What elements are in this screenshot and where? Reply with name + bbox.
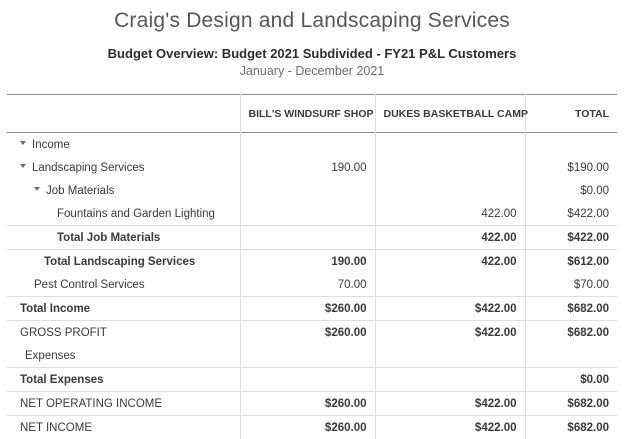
cell-total[interactable]: $682.00 (525, 321, 617, 345)
row-label: Total Landscaping Services (15, 256, 195, 268)
caret-down-icon[interactable] (34, 187, 40, 191)
cell-dukes[interactable] (375, 368, 525, 392)
cell-bills[interactable]: 70.00 (240, 273, 375, 297)
report-period: January - December 2021 (0, 64, 624, 78)
cell-total[interactable]: $612.00 (525, 250, 617, 274)
cell-bills[interactable]: $260.00 (240, 321, 375, 345)
cell-bills[interactable] (240, 226, 375, 250)
cell-total[interactable]: $422.00 (525, 202, 617, 226)
cell-total[interactable]: $682.00 (525, 392, 617, 416)
cell-dukes[interactable]: $422.00 (375, 321, 525, 345)
report-table (7, 94, 617, 439)
row-net-income (7, 416, 617, 439)
cell-total[interactable]: $190.00 (525, 156, 617, 179)
row-label[interactable]: Income (32, 139, 70, 151)
row-fountains-garden-lighting (7, 202, 617, 226)
row-label: Total Expenses (15, 374, 104, 386)
row-job-materials (7, 179, 617, 202)
caret-down-icon[interactable] (20, 164, 26, 168)
row-label[interactable]: Fountains and Garden Lighting (15, 208, 215, 220)
row-label: NET INCOME (15, 422, 92, 434)
row-expenses (7, 344, 617, 368)
cell-dukes[interactable] (375, 156, 525, 179)
row-pest-control-services (7, 273, 617, 297)
cell-dukes[interactable]: 422.00 (375, 226, 525, 250)
cell-bills[interactable]: $260.00 (240, 416, 375, 439)
row-total-expenses (7, 368, 617, 392)
company-name: Craig's Design and Landscaping Services (0, 9, 624, 33)
cell-bills[interactable]: 190.00 (240, 250, 375, 274)
row-label: Expenses (15, 350, 76, 362)
report-title: Budget Overview: Budget 2021 Subdivided - FY21 P&L Customers (0, 46, 624, 61)
row-net-operating-income (7, 392, 617, 416)
row-landscaping-services (7, 156, 617, 179)
row-total-income (7, 297, 617, 321)
header-bills-windsurf-shop[interactable]: BILL'S WINDSURF SHOP (240, 95, 375, 133)
cell-total[interactable]: $70.00 (525, 273, 617, 297)
header-account (7, 95, 240, 133)
row-label[interactable]: Job Materials (46, 185, 114, 197)
row-total-job-materials (7, 226, 617, 250)
cell-total[interactable]: $682.00 (525, 297, 617, 321)
cell-bills[interactable] (240, 202, 375, 226)
row-total-landscaping-services (7, 250, 617, 274)
row-label[interactable]: Pest Control Services (15, 279, 145, 291)
cell-dukes[interactable]: 422.00 (375, 202, 525, 226)
cell-dukes[interactable]: $422.00 (375, 416, 525, 439)
row-label: Total Income (15, 303, 90, 315)
cell-bills[interactable] (240, 368, 375, 392)
row-label[interactable]: Landscaping Services (32, 162, 145, 174)
row-label: Total Job Materials (15, 232, 160, 244)
row-income (7, 133, 617, 157)
cell-total[interactable]: $422.00 (525, 226, 617, 250)
row-label: GROSS PROFIT (15, 327, 107, 339)
cell-bills[interactable] (240, 179, 375, 202)
row-label: NET OPERATING INCOME (15, 398, 162, 410)
cell-bills[interactable]: $260.00 (240, 392, 375, 416)
cell-total[interactable]: $682.00 (525, 416, 617, 439)
cell-dukes[interactable]: 422.00 (375, 250, 525, 274)
header-dukes-basketball-camp[interactable]: DUKES BASKETBALL CAMP (375, 95, 525, 133)
cell-total[interactable]: $0.00 (525, 179, 617, 202)
cell-dukes[interactable]: $422.00 (375, 392, 525, 416)
cell-dukes[interactable]: $422.00 (375, 297, 525, 321)
cell-bills[interactable]: $260.00 (240, 297, 375, 321)
caret-down-icon[interactable] (20, 141, 26, 145)
header-row (7, 95, 617, 133)
cell-dukes[interactable] (375, 273, 525, 297)
cell-total[interactable]: $0.00 (525, 368, 617, 392)
header-total[interactable]: TOTAL (525, 95, 617, 133)
cell-dukes[interactable] (375, 179, 525, 202)
cell-bills[interactable]: 190.00 (240, 156, 375, 179)
row-gross-profit (7, 321, 617, 345)
